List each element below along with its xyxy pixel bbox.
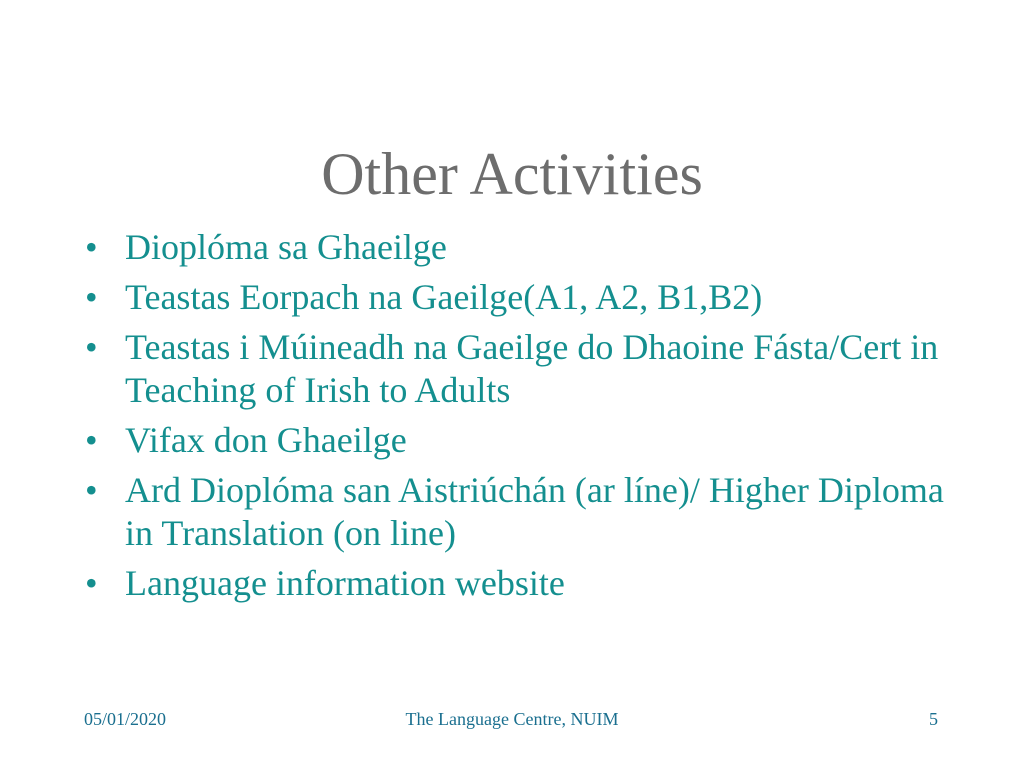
bullet-item-teaching-certificate	[80, 326, 960, 412]
bullet-icon: •	[85, 470, 98, 510]
bullet-item-language-website	[80, 562, 960, 605]
slide-title: Other Activities	[321, 141, 703, 207]
bullet-icon: •	[85, 420, 98, 460]
bullet-text: Teastas Eorpach na Gaeilge(A1, A2, B1,B2)	[125, 277, 763, 317]
bullet-list	[80, 226, 960, 612]
bullet-icon: •	[85, 563, 98, 603]
bullet-text: Language information website	[125, 563, 565, 603]
bullet-item-european-certificate	[80, 276, 960, 319]
bullet-item-higher-diploma	[80, 469, 960, 555]
page-number: 5	[929, 709, 938, 729]
bullet-text: Vifax don Ghaeilge	[125, 420, 407, 460]
bullet-icon: •	[85, 227, 98, 267]
footer-organization: The Language Centre, NUIM	[405, 709, 619, 729]
bullet-icon: •	[85, 277, 98, 317]
bullet-text: Ard Dioplóma san Aistriúchán (ar líne)/ Higher Diploma in Translation (on line)	[125, 470, 944, 553]
bullet-item-vifax	[80, 419, 960, 462]
bullet-text: Teastas i Múineadh na Gaeilge do Dhaoine Fásta/Cert in Teaching of Irish to Adults	[125, 327, 939, 410]
footer-date: 05/01/2020	[84, 709, 167, 729]
bullet-item-diploma-irish	[80, 226, 960, 269]
bullet-text: Dioplóma sa Ghaeilge	[125, 227, 447, 267]
bullet-icon: •	[85, 327, 98, 367]
